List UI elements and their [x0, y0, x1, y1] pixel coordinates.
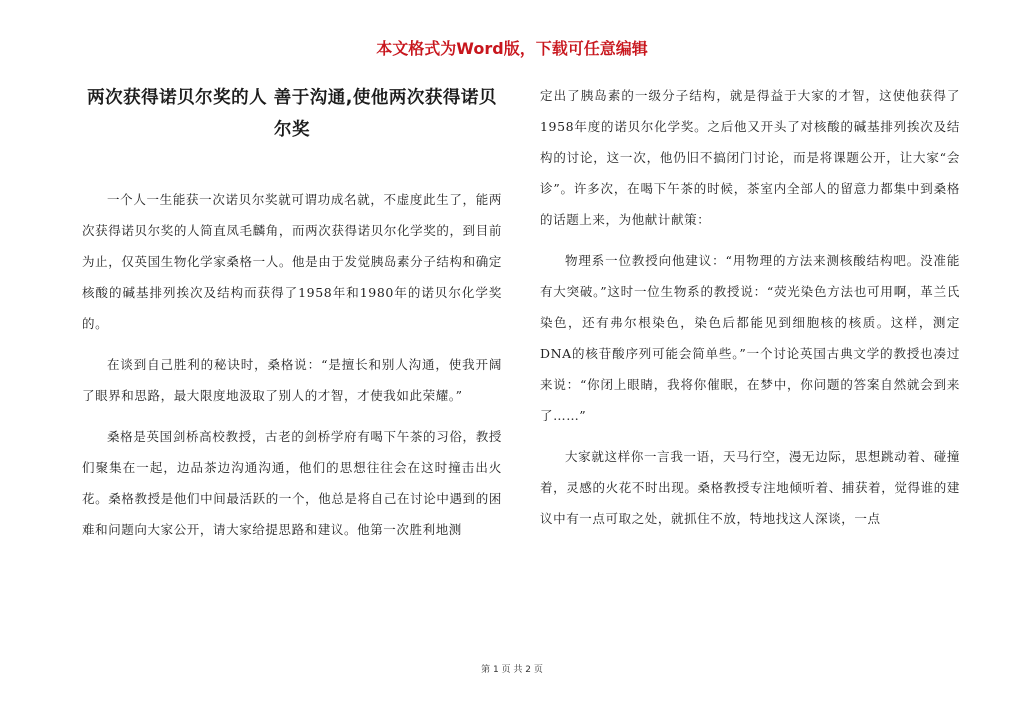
paragraph: 在谈到自己胜利的秘诀时，桑格说：“是擅长和别人沟通，使我开阔了眼界和思路，最大限度地汲取了别人的才智，才使我如此荣耀。”: [82, 357, 502, 403]
format-banner: 本文格式为Word版，下载可任意编辑: [376, 39, 648, 58]
right-column: [540, 80, 960, 534]
paragraph: 物理系一位教授向他建议：“用物理的方法来测核酸结构吧。没准能有大突破。”这时一位生物系的教授说：“荧光染色方法也可用啊，革兰氏染色，还有弗尔根染色，染色后都能见到细胞核的核质。这样，测定DNA的核苷酸序列可能会简单些。”一个讨论英国古典文学的教授也凑过来说：“你闭上眼睛，我将你催眠，在梦中，你问题的答案自然就会到来了……”: [540, 253, 960, 423]
paragraph: 桑格是英国剑桥高校教授，古老的剑桥学府有喝下午茶的习俗，教授们聚集在一起，边品茶边沟通沟通，他们的思想往往会在这时撞击出火花。桑格教授是他们中间最活跃的一个，他总是将自己在讨论中遇到的困难和问题向大家公开，请大家给提思路和建议。他第一次胜利地测: [82, 429, 502, 537]
paragraph: 定出了胰岛素的一级分子结构，就是得益于大家的才智，这使他获得了1958年度的诺贝尔化学奖。之后他又开头了对核酸的碱基排列挨次及结构的讨论，这一次，他仍旧不搞闭门讨论，而是将课题公开，让大家“会诊”。许多次，在喝下午茶的时候，茶室内全部人的留意力都集中到桑格的话题上来，为他献计献策：: [540, 88, 960, 227]
paragraph: 大家就这样你一言我一语，天马行空，漫无边际，思想跳动着、碰撞着，灵感的火花不时出现。桑格教授专注地倾听着、捕获着，觉得谁的建议中有一点可取之处，就抓住不放，特地找这人深谈，一点: [540, 449, 960, 526]
left-column: [82, 82, 502, 545]
article-title: 两次获得诺贝尔奖的人 善于沟通,使他两次获得诺贝尔奖: [87, 88, 497, 140]
paragraph: 一个人一生能获一次诺贝尔奖就可谓功成名就，不虚度此生了，能两次获得诺贝尔奖的人简直凤毛麟角，而两次获得诺贝尔化学奖的，到目前为止，仅英国生物化学家桑格一人。他是由于发觉胰岛素分子结构和确定核酸的碱基排列挨次及结构而获得了1958年和1980年的诺贝尔化学奖的。: [82, 192, 502, 331]
page-footer: 第 1 页 共 2 页: [481, 665, 543, 675]
